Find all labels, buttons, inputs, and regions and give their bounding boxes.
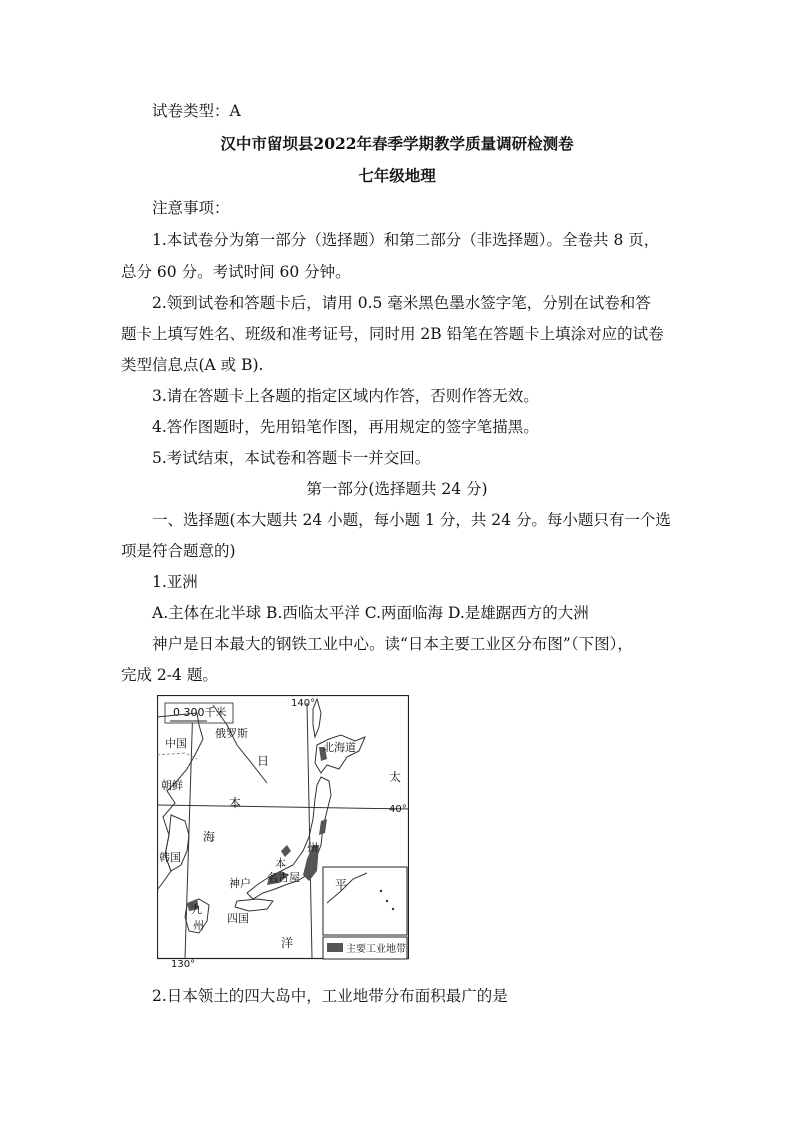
japan-industrial-map [157,695,409,967]
label-hokkaido: 北海道 [323,741,356,754]
notice-heading: 注意事项： [152,199,230,217]
question-1-options: A.主体在北半球 B.西临太平洋 C.两面临海 D.是雄踞西方的大洲 [152,604,589,622]
label-pacific-ocean: 平 [335,878,348,892]
notice-item: 2.领到试卷和答题卡后，请用 0.5 毫米黑色墨水签字笔，分别在试卷和答 [152,294,651,312]
part1-instruction: 一、选择题(本大题共 24 小题，每小题 1 分，共 24 分。每小题只有一个选 [152,511,671,529]
notice-item: 1.本试卷分为第一部分（选择题）和第二部分（非选择题）。全卷共 8 页， [152,231,660,249]
label-pacific-ocean: 太 [389,770,402,784]
label-honshu: 州 [307,841,318,854]
notice-item: 题卡上填写姓名、班级和准考证号，同时用 2B 铅笔在答题卡上填涂对应的试卷 [121,325,664,343]
question-2-stem: 2.日本领土的四大岛中，工业地带分布面积最广的是 [152,987,508,1005]
label-russia: 俄罗斯 [215,727,248,740]
question-1-stem: 1.亚洲 [152,573,198,591]
context-text: 完成 2-4 题。 [121,666,218,684]
latitude-40-label: 40° [389,804,407,815]
exam-subtitle: 七年级地理 [358,166,436,185]
label-china: 中国 [165,737,187,750]
notice-item: 4.答作图题时，先用铅笔作图，再用规定的签字笔描黑。 [152,418,539,436]
part1-instruction: 项是符合题意的) [121,542,236,560]
exam-title: 汉中市留坝县2022年春季学期教学质量调研检测卷 [220,134,574,153]
notice-item: 3.请在答题卡上各题的指定区域内作答，否则作答无效。 [152,387,539,405]
label-south-korea: 韩国 [159,851,181,864]
notice-item: 类型信息点(A 或 B). [121,356,264,374]
paper-type: 试卷类型：A [152,102,241,120]
label-kyushu: 州 [193,919,204,932]
label-kobe: 神户 [229,877,251,890]
label-north-korea: 朝鲜 [161,779,183,792]
label-pacific-ocean: 洋 [281,936,294,950]
label-sea-of-japan: 日 [257,754,270,768]
label-kyushu: 九 [191,903,202,916]
notice-item: 5.考试结束，本试卷和答题卡一并交回。 [152,449,431,467]
legend-label: 主要工业地带 [346,944,406,955]
context-text: 神户是日本最大的钢铁工业中心。读“日本主要工业区分布图”（下图）， [152,635,633,653]
scale-label: 0 300千米 [173,706,227,719]
longitude-140-label: 140° [291,698,316,709]
label-honshu: 本 [275,857,286,870]
part1-heading: 第一部分(选择题共 24 分) [306,480,488,498]
label-nagoya: 名古屋 [267,871,300,884]
label-sea-of-japan: 海 [203,830,216,844]
longitude-130-label: 130° [171,959,196,967]
notice-item: 总分 60 分。考试时间 60 分钟。 [121,263,351,281]
label-sea-of-japan: 本 [229,796,242,810]
label-shikoku: 四国 [227,912,249,925]
